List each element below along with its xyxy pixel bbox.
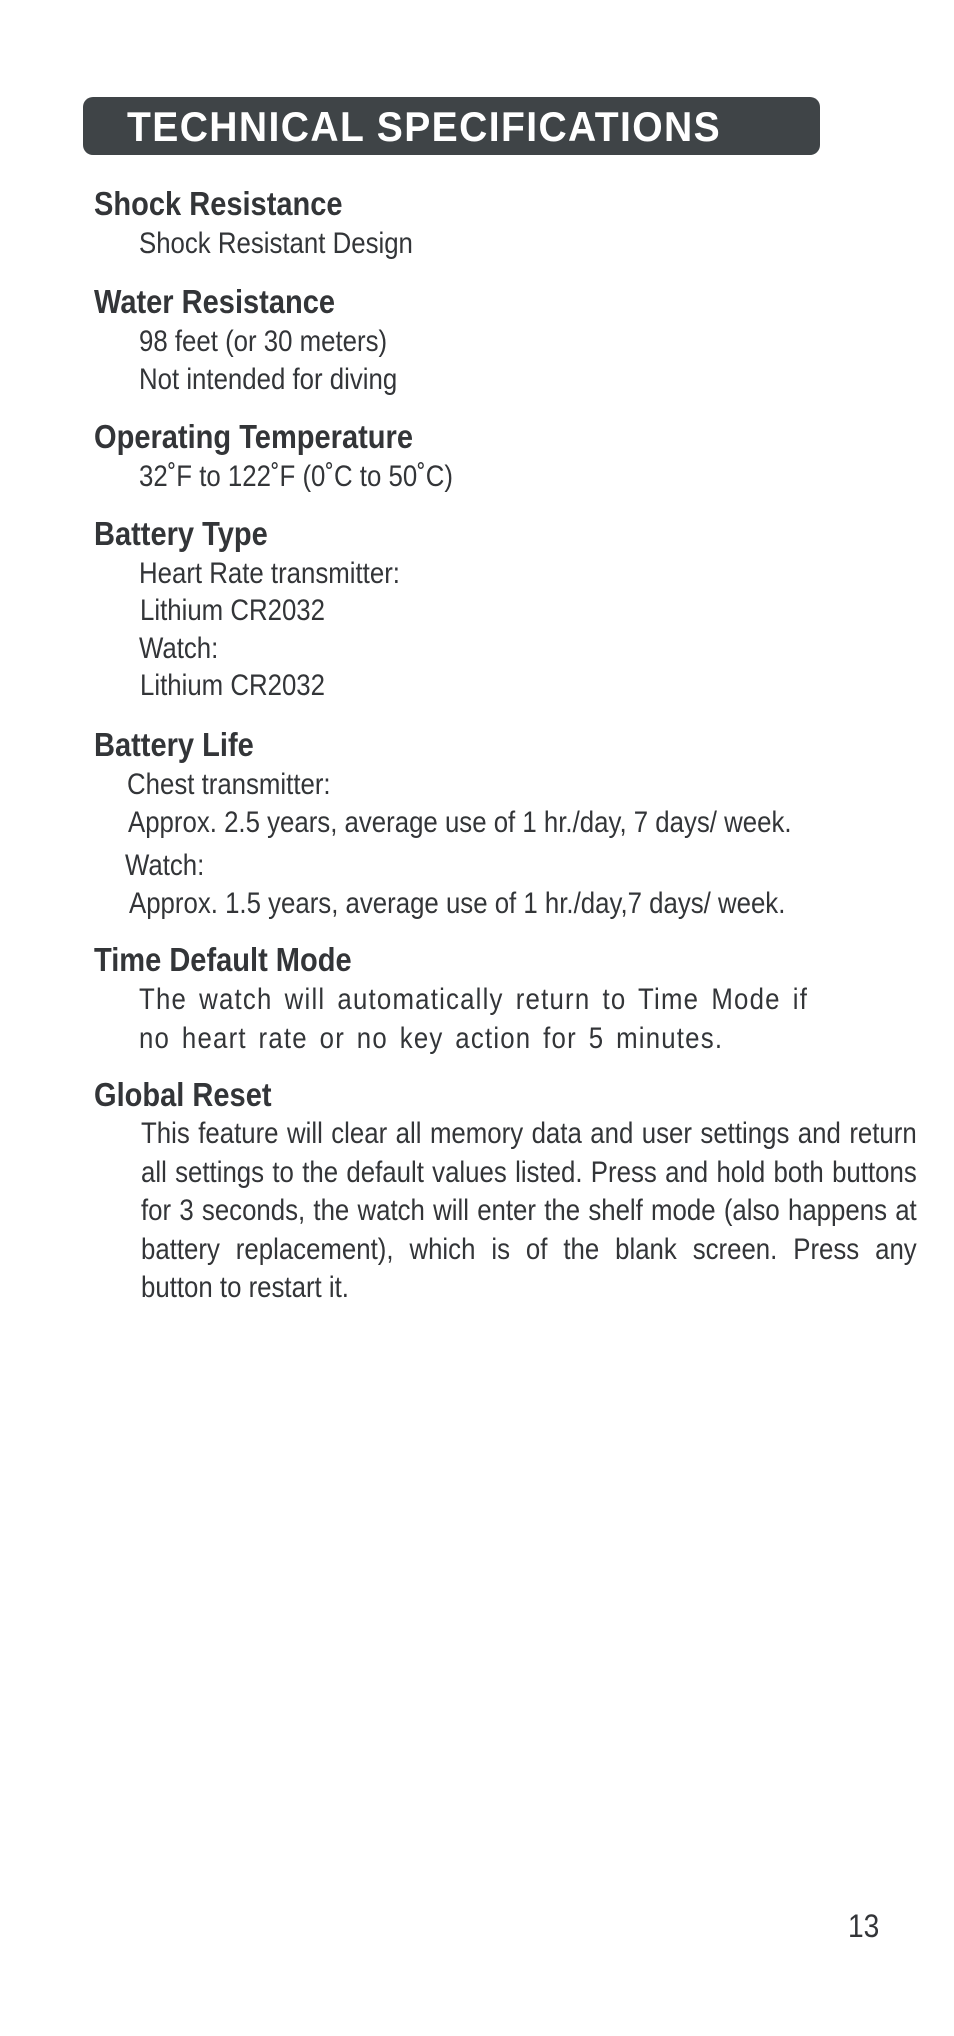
- spec-heading: Operating Temperature: [94, 418, 413, 455]
- spec-heading: Shock Resistance: [94, 185, 343, 222]
- spec-value: 32˚F to 122˚F (0˚C to 50˚C): [139, 460, 454, 493]
- spec-value: 98 feet (or 30 meters): [139, 325, 388, 358]
- spec-value: Heart Rate transmitter:: [139, 557, 400, 590]
- spec-heading: Time Default Mode: [94, 941, 352, 978]
- spec-value: Watch:: [125, 849, 205, 882]
- spec-heading: Battery Life: [94, 726, 254, 763]
- spec-value: Lithium CR2032: [140, 669, 326, 702]
- spec-heading: Water Resistance: [94, 283, 336, 320]
- spec-heading: Global Reset: [94, 1076, 272, 1113]
- page-number: 13: [848, 1908, 880, 1944]
- spec-value: Not intended for diving: [139, 363, 398, 396]
- spec-value: Shock Resistant Design: [139, 227, 413, 260]
- spec-value: Lithium CR2032: [140, 594, 326, 627]
- spec-description: The watch will automatically return to Time Mode if no heart rate or no key action for 5 minutes.: [139, 983, 809, 1055]
- spec-value: Chest transmitter:: [127, 768, 331, 801]
- spec-value: Approx. 2.5 years, average use of 1 hr./day, 7 days/ week.: [128, 806, 792, 839]
- spec-description: This feature will clear all memory data and user settings and return all settings to the default values listed. Press and hold both buttons for 3 seconds, the watch will enter the shelf mode (also happens at battery replacement), which is of the blank screen. Press any button to restart it.: [141, 1117, 917, 1305]
- spec-value: Approx. 1.5 years, average use of 1 hr./day,7 days/ week.: [129, 887, 786, 920]
- section-title-bar: [83, 97, 820, 155]
- spec-heading: Battery Type: [94, 515, 268, 552]
- page-title: TECHNICAL SPECIFICATIONS: [127, 103, 722, 150]
- spec-value: Watch:: [139, 632, 219, 665]
